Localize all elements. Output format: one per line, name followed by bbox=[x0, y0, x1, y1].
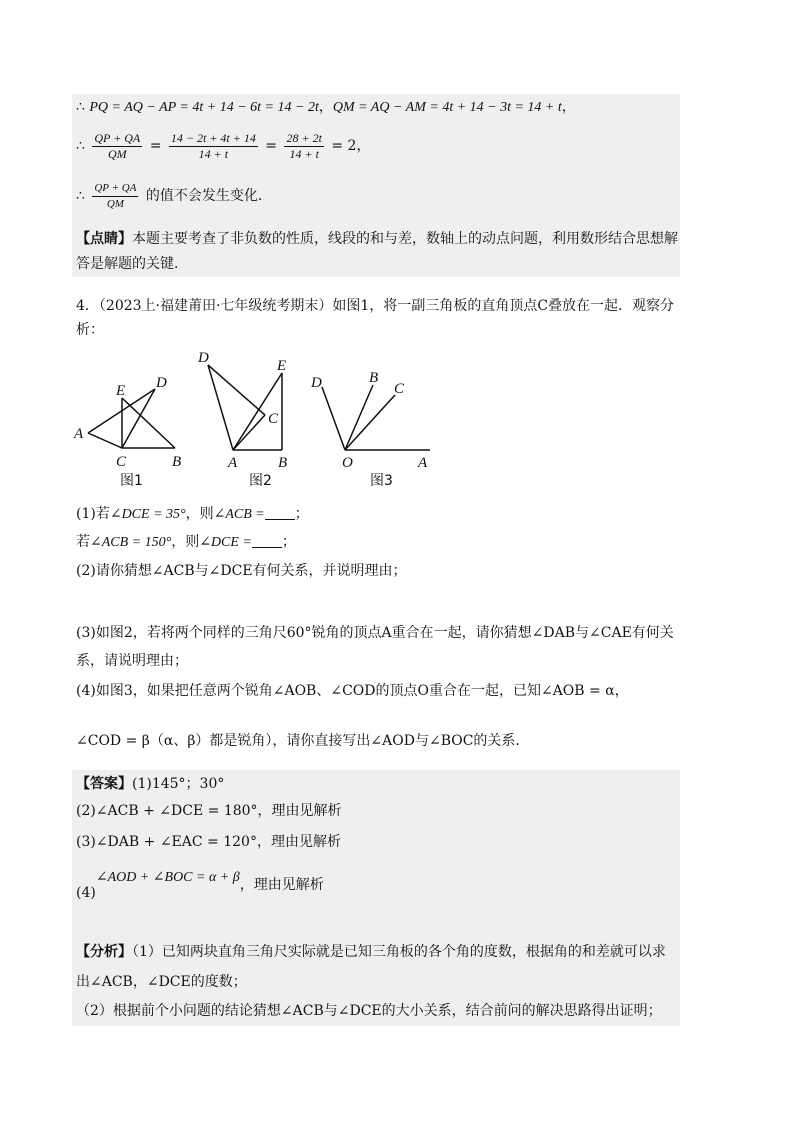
fig2-label-e: E bbox=[277, 358, 287, 374]
dianjing-label: 【点睛】 bbox=[76, 231, 132, 247]
solution-line-1: ∴ PQ = AQ − AP = 4t + 14 − 6t = 14 − 2t，QM = AQ − AM = 4t + 14 − 3t = 14 + t， bbox=[76, 99, 576, 115]
part-1b: 若∠ACB = 150°，则∠DCE = ； bbox=[76, 534, 296, 550]
fig3-label-b: B bbox=[369, 370, 379, 386]
answer-line-1: 【答案】(1)145°；30° bbox=[76, 776, 225, 792]
answer-blank-2[interactable] bbox=[252, 533, 282, 548]
fig3-label-c: C bbox=[394, 381, 405, 397]
fraction-expanded: $\frac{14 - 2t + 4t + 14}{14 + t}$ bbox=[170, 130, 256, 161]
part-2: (2)请你猜想∠ACB与∠DCE有何关系，并说明理由； bbox=[76, 563, 407, 579]
solution-line-2: ∴ $\frac{QP + QA}{QM}$ = $\frac{14 - 2t + 4t + 14}{14 + t}$ = $\frac{28 + 2t}{14 + t}$ = 2， bbox=[76, 130, 371, 161]
fig1-label-b: B bbox=[172, 454, 182, 470]
part-4-line-2: ∠COD = β（α、β）都是锐角），请你直接写出∠AOD与∠BOC的关系． bbox=[76, 733, 530, 749]
qm-expression: QM = AQ − AM = 4t + 14 − 3t = 14 + t bbox=[332, 100, 562, 115]
fig1-label-a: A bbox=[74, 426, 84, 442]
fig3-caption: 图3 bbox=[370, 473, 393, 489]
fig2-label-c: C bbox=[268, 411, 279, 427]
fig1-label-d: D bbox=[156, 375, 167, 391]
answer-line-2: (2)∠ACB + ∠DCE = 180°，理由见解析 bbox=[76, 803, 342, 819]
question-4-line-2: 析： bbox=[76, 322, 104, 338]
fig3-label-o: O bbox=[342, 455, 353, 471]
fig1-label-e: E bbox=[116, 383, 126, 399]
analysis-line-3: （2）根据前个小问题的结论猜想∠ACB与∠DCE的大小关系，结合前问的解决思路得出证明； bbox=[76, 1003, 662, 1019]
dianjing-line-2: 答是解题的关键． bbox=[76, 256, 188, 272]
answer-line-4: (4)∠AOD + ∠BOC = α + β，理由见解析 bbox=[76, 870, 324, 901]
part-4-line-1: (4)如图3，如果把任意两个锐角∠AOB、∠COD的顶点O重合在一起，已知∠AOB = α， bbox=[76, 683, 629, 699]
answer-blank-1[interactable] bbox=[265, 505, 295, 520]
fraction-qp-qa-over-qm: $\frac{QP + QA}{QM}$ bbox=[94, 130, 141, 161]
figure-triangles bbox=[0, 345, 800, 495]
part-1a: (1)若∠DCE = 35°，则∠ACB = ； bbox=[76, 506, 309, 522]
fig2-label-d: D bbox=[198, 350, 209, 366]
part-3-line-1: (3)如图2，若将两个同样的三角尺60°锐角的顶点A重合在一起，请你猜想∠DAB与∠CAE有何关 bbox=[76, 625, 674, 641]
fig1-caption: 图1 bbox=[120, 473, 143, 489]
fig2-label-b: B bbox=[278, 455, 288, 471]
analysis-line-2: 出∠ACB，∠DCE的度数； bbox=[76, 974, 247, 990]
answer-label: 【答案】 bbox=[76, 776, 132, 792]
fig2-caption: 图2 bbox=[249, 473, 272, 489]
answer-line-3: (3)∠DAB + ∠EAC = 120°，理由见解析 bbox=[76, 834, 341, 850]
solution-line-3: ∴ $\frac{QP + QA}{QM}$ 的值不会发生变化． bbox=[76, 181, 272, 210]
fig1-label-c: C bbox=[116, 454, 127, 470]
analysis-label: 【分析】 bbox=[76, 944, 132, 960]
pq-expression: PQ = AQ − AP = 4t + 14 − 6t = 14 − 2t bbox=[89, 100, 319, 115]
fig3-label-d: D bbox=[311, 375, 322, 391]
fig3-label-a: A bbox=[418, 455, 428, 471]
part-3-line-2: 系，请说明理由； bbox=[76, 653, 188, 669]
fraction-simplified: $\frac{28 + 2t}{14 + t}$ bbox=[286, 130, 322, 161]
analysis-line-1: 【分析】（1）已知两块直角三角尺实际就是已知三角板的各个角的度数，根据角的和差就可以求 bbox=[76, 944, 666, 960]
dianjing-line-1: 【点睛】本题主要考查了非负数的性质，线段的和与差，数轴上的动点问题，利用数形结合思想解 bbox=[76, 231, 678, 247]
fig2-label-a: A bbox=[228, 455, 238, 471]
question-4-line-1: 4．（2023上·福建莆田·七年级统考期末）如图1，将一副三角板的直角顶点C叠放在一起．观察分 bbox=[76, 298, 675, 314]
fraction-conclusion: $\frac{QP + QA}{QM}$ bbox=[94, 181, 137, 210]
